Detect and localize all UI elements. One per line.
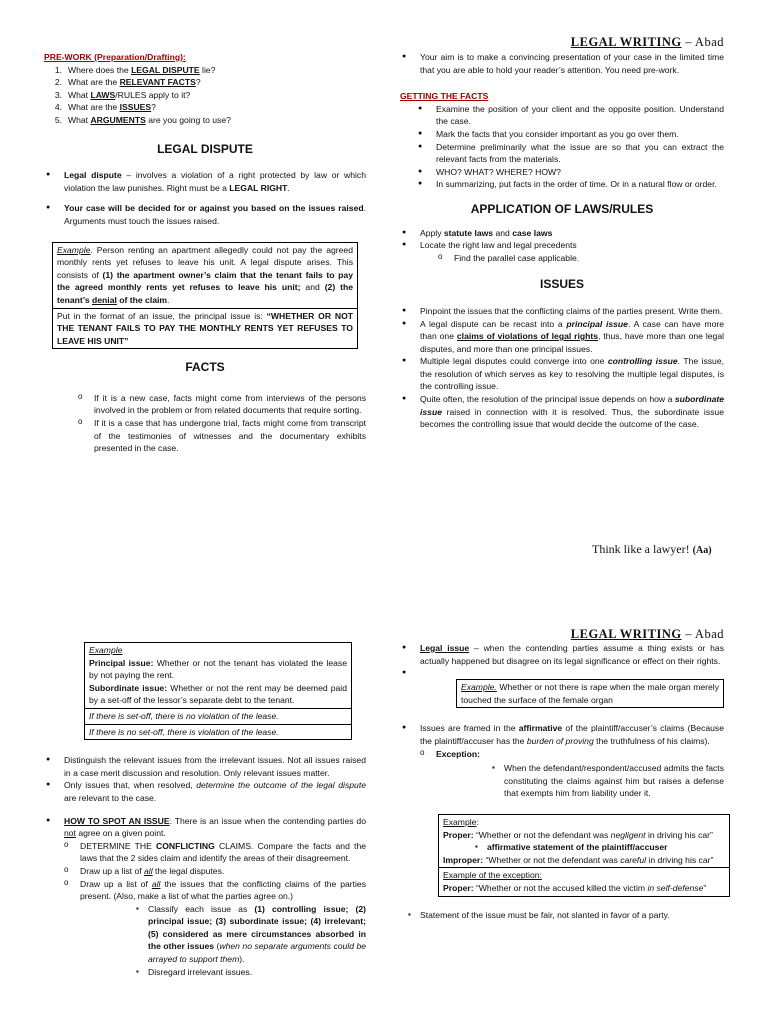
issues-list xyxy=(400,305,724,431)
only-issues-bullet: ● Only issues that, when resolved, determine the outcome of the legal dispute are relevant to the case. xyxy=(44,779,366,804)
getting-facts-item: ● Examine the position of your client and the opposite position. Understand the case. xyxy=(416,103,724,128)
application-subitem: o Find the parallel case applicable. xyxy=(434,252,724,265)
distinguish-bullet: ● Distinguish the relevant issues from the irrelevant issues. Not all issues raised in a case merit discussion and resolution. Only relevant issues matter. xyxy=(44,754,366,779)
getting-facts-list xyxy=(416,103,724,191)
spot-item: o Draw up a list of all the legal disputes. xyxy=(60,865,366,878)
page-two xyxy=(0,512,768,1024)
exception-example: Example of the exception: Proper: “Whether or not the accused killed the victim in self-defense” xyxy=(439,867,729,895)
left-column xyxy=(44,51,366,455)
facts-heading: FACTS xyxy=(185,360,225,375)
classify-item: ▪ Classify each issue as (1) controlling issue; (2) principal issue; (3) subordinate issue; (4) irrelevant; (5) considered as mere circumstances absorbed in the other issues (when no separate arguments could be arrayed to support them). xyxy=(134,903,366,966)
issues-item: ● A legal dispute can be recast into a principal issue. A case can have more than one claims of violations of legal rights, thus, have more than one legal disputes, and more than one principal issues. xyxy=(400,318,724,356)
setoff-no: If there is no set-off, there is violation of the lease. xyxy=(85,724,351,740)
rape-example-box xyxy=(456,679,724,708)
spot-item: o Draw up a list of all the issues that the conflicting claims of the parties present. (Also, make a list of what the parties agree on.) xyxy=(60,878,366,903)
spot-item: o DETERMINE THE CONFLICTING CLAIMS. Compare the facts and the laws that the 2 sides claim and identify the areas of their disagreement. xyxy=(60,840,366,865)
issues-item: ● Multiple legal disputes could converge into one controlling issue. The issue, the resolution of which serves as key to resolving the multiple legal disputes, is the controlling issue. xyxy=(400,355,724,393)
prework-list xyxy=(44,64,366,127)
application-item: ● Locate the right law and legal precedents xyxy=(400,239,724,252)
classify-list xyxy=(134,903,366,979)
spot-issue-bullet: ● HOW TO SPOT AN ISSUE: There is an issue when the contending parties do not agree on a given point. xyxy=(44,815,366,840)
right-column xyxy=(400,51,724,431)
application-heading: APPLICATION OF LAWS/RULES xyxy=(470,201,654,216)
legal-dispute-bullet: ● Legal dispute – involves a violation of a right protected by law or which violation the law punishes. Right must be a LEGAL RIGHT. xyxy=(44,169,366,194)
issue-example-box xyxy=(84,642,352,740)
fair-statement: ▪ Statement of the issue must be fair, not slanted in favor of a party. xyxy=(406,909,724,922)
getting-facts-item: ● In summarizing, put facts in the order of time. Or in a natural flow or order. xyxy=(416,178,724,191)
prework-item: 4. What are the ISSUES? xyxy=(54,102,156,113)
exception-item: o Exception: xyxy=(416,748,724,761)
affirmative-bullet: ● Issues are framed in the affirmative of the plaintiff/accuser’s claims (Because the plaintiff/accuser has the burden of proving the truthfulness of his claims). xyxy=(400,722,724,747)
facts-list xyxy=(74,392,366,455)
proper-example-box xyxy=(438,814,730,897)
application-item: ● Apply statute laws and case laws xyxy=(400,227,724,240)
prework-item: 2. What are the RELEVANT FACTS? xyxy=(54,77,201,88)
getting-facts-heading: GETTING THE FACTS xyxy=(400,91,489,102)
setoff-yes: If there is set-off, there is no violation of the lease. xyxy=(85,708,351,724)
issue-example-main: Example Principal issue: Whether or not the tenant has violated the lease by not paying the rent. Subordinate issue: Whether or not the rent may be deemed paid by a set-off of the lessor’s separate debt to the tenant. xyxy=(89,645,347,706)
case-decided-bullet: ● Your case will be decided for or against you based on the issues raised. Arguments must touch the issues raised. xyxy=(44,202,366,227)
example-box xyxy=(52,242,358,350)
legal-issue-bullet: ● Legal issue – when the contending parties assume a thing exists or has actually happened but disagree on its legal significance or effect on their rights. xyxy=(400,642,724,667)
example-text: Example. Person renting an apartment allegedly could not pay the agreed monthly rents yet refuses to leave his unit. A legal dispute arises. This consists of (1) the apartment owner’s claim that the tenant fails to pay the agreed monthly rents yet refuses to leave his unit; and (2) the tenant’s denial of the claim. xyxy=(57,244,354,305)
left-column xyxy=(44,642,366,978)
issues-item: ● Pinpoint the issues that the conflicting claims of the parties present. Write them. xyxy=(400,305,724,318)
classify-item: ▪ Disregard irrelevant issues. xyxy=(134,966,366,979)
issues-item: ● Quite often, the resolution of the principal issue depends on how a subordinate issue raised in connection with it is resolved. Thus, the subordinate issue becomes the controlling issue that would decide the outcome of the case. xyxy=(400,393,724,431)
exception-text: ▪ When the defendant/respondent/accused admits the facts constituting the claims against him but raises a defense that exempts him from liability under it. xyxy=(490,762,724,800)
prework-item: 3. What LAWS/RULES apply to it? xyxy=(54,89,191,100)
getting-facts-item: ● Determine preliminarily what the issue are so that you can extract the relevant facts from the materials. xyxy=(416,141,724,166)
legal-dispute-heading: LEGAL DISPUTE xyxy=(157,141,253,156)
right-column xyxy=(400,642,724,921)
prework-item: 1. Where does the LEGAL DISPUTE lie? xyxy=(54,64,216,75)
rape-example-text: Example. Whether or not there is rape when the male organ merely touched the surface of the female organ xyxy=(461,682,719,705)
proper-example-main: Example: Proper: “Whether or not the defendant was negligent in driving his car” ▪ affirmative statement of the plaintiff/accuser Improper: “Whether or not the defendant was careful in driving his car” xyxy=(439,815,729,867)
getting-facts-item: ● Mark the facts that you consider important as you go over them. xyxy=(416,128,724,141)
page-header: LEGAL WRITING – Abad xyxy=(570,35,724,49)
page-header: LEGAL WRITING – Abad xyxy=(570,627,724,641)
issues-heading: ISSUES xyxy=(539,277,584,292)
empty-bullet xyxy=(400,667,724,680)
application-list xyxy=(400,227,724,265)
facts-item: o If it is a new case, facts might come from interviews of the persons involved in the problem or from related documents that require sorting. xyxy=(74,392,366,417)
getting-facts-item: ● WHO? WHAT? WHERE? HOW? xyxy=(416,166,724,179)
prework-heading: PRE-WORK (Preparation/Drafting): xyxy=(44,52,186,62)
spot-issue-list xyxy=(60,840,366,979)
aim-bullet: ● Your aim is to make a convincing presentation of your case in the limited time that you are able to hold your reader’s attention. You need pre-work. xyxy=(400,51,724,76)
facts-item: o If it is a case that has undergone trial, facts might come from transcript of the testimonies of witnesses and the documentary exhibits presented in the case. xyxy=(74,417,366,455)
principal-issue-format: Put in the format of an issue, the principal issue is: “WHETHER OR NOT THE TENANT FAILS TO PAY THE MONTHLY RENTS YET REFUSES TO LEAVE HIS UNIT” xyxy=(53,308,357,349)
prework-item: 5. What ARGUMENTS are you going to use? xyxy=(54,114,231,125)
tagline: Think like a lawyer! (Aa) xyxy=(592,542,712,556)
